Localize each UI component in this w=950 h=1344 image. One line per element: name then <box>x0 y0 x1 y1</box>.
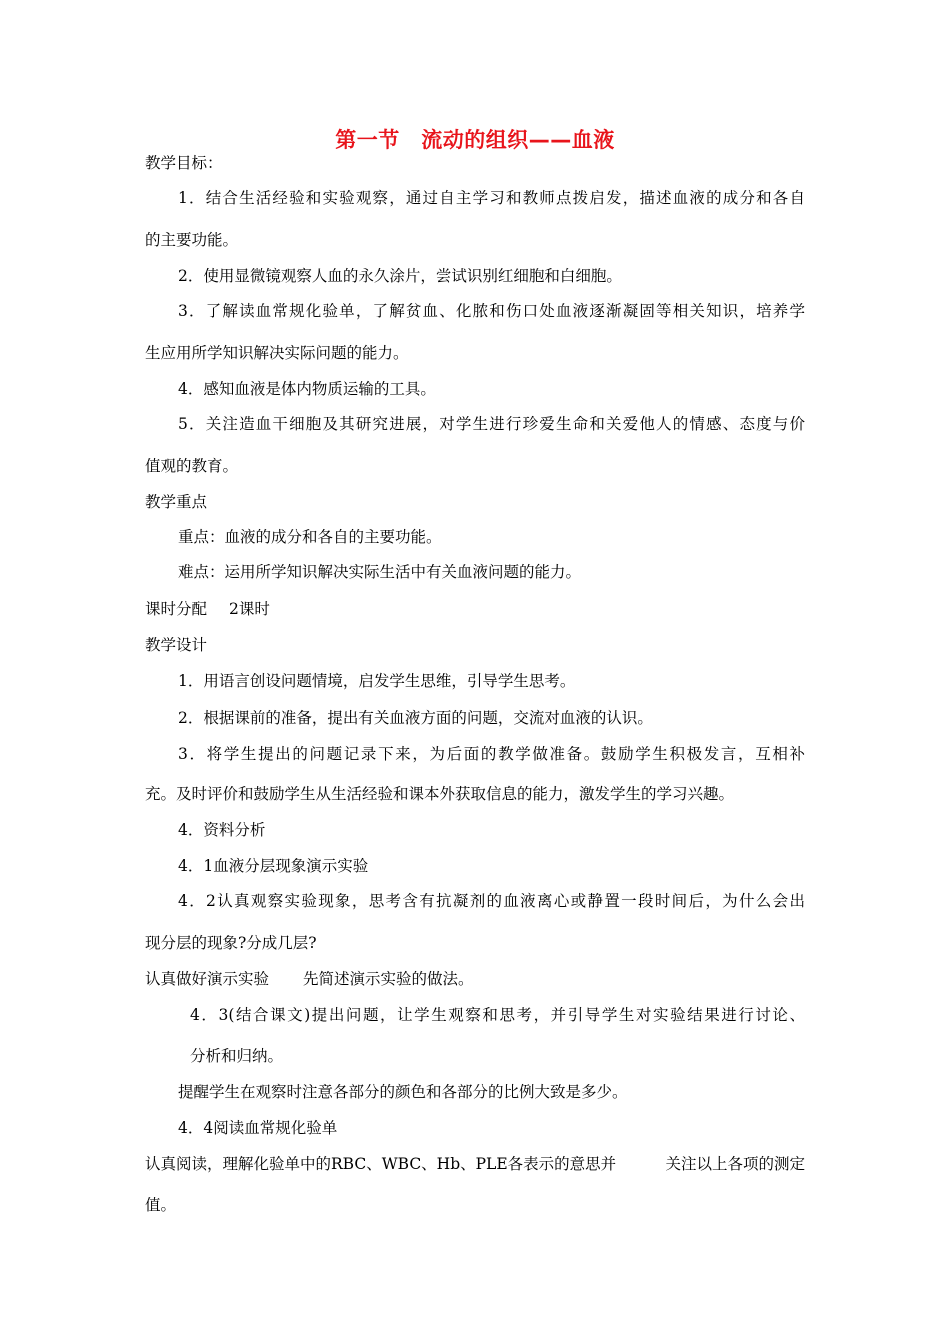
goal-1-line-1: 1．结合生活经验和实验观察，通过自主学习和教师点拨启发，描述血液的成分和各自 <box>178 189 805 207</box>
goal-5-line-2: 值观的教育。 <box>145 457 239 475</box>
remind: 提醒学生在观察时注意各部分的颜色和各部分的比例大致是多少。 <box>178 1083 628 1101</box>
read-row <box>145 1153 805 1175</box>
goal-3-line-1: 3．了解读血常规化验单，了解贫血、化脓和伤口处血液逐渐凝固等相关知识，培养学 <box>178 302 805 320</box>
goal-4: 4．感知血液是体内物质运输的工具。 <box>178 380 436 398</box>
goal-3-line-2: 生应用所学知识解决实际问题的能力。 <box>145 344 409 362</box>
read-left: 认真阅读，理解化验单中的RBC、WBC、Hb、PLE各表示的意思并 <box>145 1155 617 1173</box>
design-3-line-2: 充。及时评价和鼓励学生从生活经验和课本外获取信息的能力，激发学生的学习兴趣。 <box>145 785 735 803</box>
demo-right: 先简述演示实验的做法。 <box>303 970 474 988</box>
design-3-line-1: 3．将学生提出的问题记录下来，为后面的教学做准备。鼓励学生积极发言，互相补 <box>178 745 805 763</box>
hours-value: 2课时 <box>229 600 270 618</box>
design-4-3-line-2: 分析和归纳。 <box>190 1047 284 1065</box>
design-2: 2．根据课前的准备，提出有关血液方面的问题，交流对血液的认识。 <box>178 709 653 727</box>
design-heading: 教学设计 <box>145 636 208 654</box>
design-4-4: 4．4阅读血常规化验单 <box>178 1119 338 1137</box>
demo-left: 认真做好演示实验 <box>145 970 270 988</box>
read-row-2: 值。 <box>145 1196 177 1214</box>
key-point: 重点：血液的成分和各自的主要功能。 <box>178 528 442 546</box>
design-4-3-line-1: 4．3(结合课文)提出问题，让学生观察和思考，并引导学生对实验结果进行讨论、 <box>190 1006 805 1024</box>
page-title: 第一节 流动的组织——血液 <box>335 128 615 152</box>
design-1: 1．用语言创设问题情境，启发学生思维，引导学生思考。 <box>178 672 576 690</box>
demo-row <box>145 968 474 990</box>
design-4-1: 4．1血液分层现象演示实验 <box>178 857 369 875</box>
hours-label: 课时分配 <box>145 600 208 618</box>
read-right: 关注以上各项的测定 <box>665 1155 805 1173</box>
hours-row <box>145 598 270 620</box>
design-4: 4．资料分析 <box>178 821 266 839</box>
design-4-2-line-1: 4．2认真观察实验现象，思考含有抗凝剂的血液离心或静置一段时间后，为什么会出 <box>178 892 805 910</box>
goals-heading: 教学目标： <box>145 154 223 172</box>
goal-5-line-1: 5．关注造血干细胞及其研究进展，对学生进行珍爱生命和关爱他人的情感、态度与价 <box>178 415 805 433</box>
difficulty: 难点：运用所学知识解决实际生活中有关血液问题的能力。 <box>178 563 582 581</box>
goal-2: 2．使用显微镜观察人血的永久涂片，尝试识别红细胞和白细胞。 <box>178 267 622 285</box>
goal-1-line-2: 的主要功能。 <box>145 231 239 249</box>
key-heading: 教学重点 <box>145 493 208 511</box>
design-4-2-line-2: 现分层的现象?分成几层? <box>145 934 317 952</box>
